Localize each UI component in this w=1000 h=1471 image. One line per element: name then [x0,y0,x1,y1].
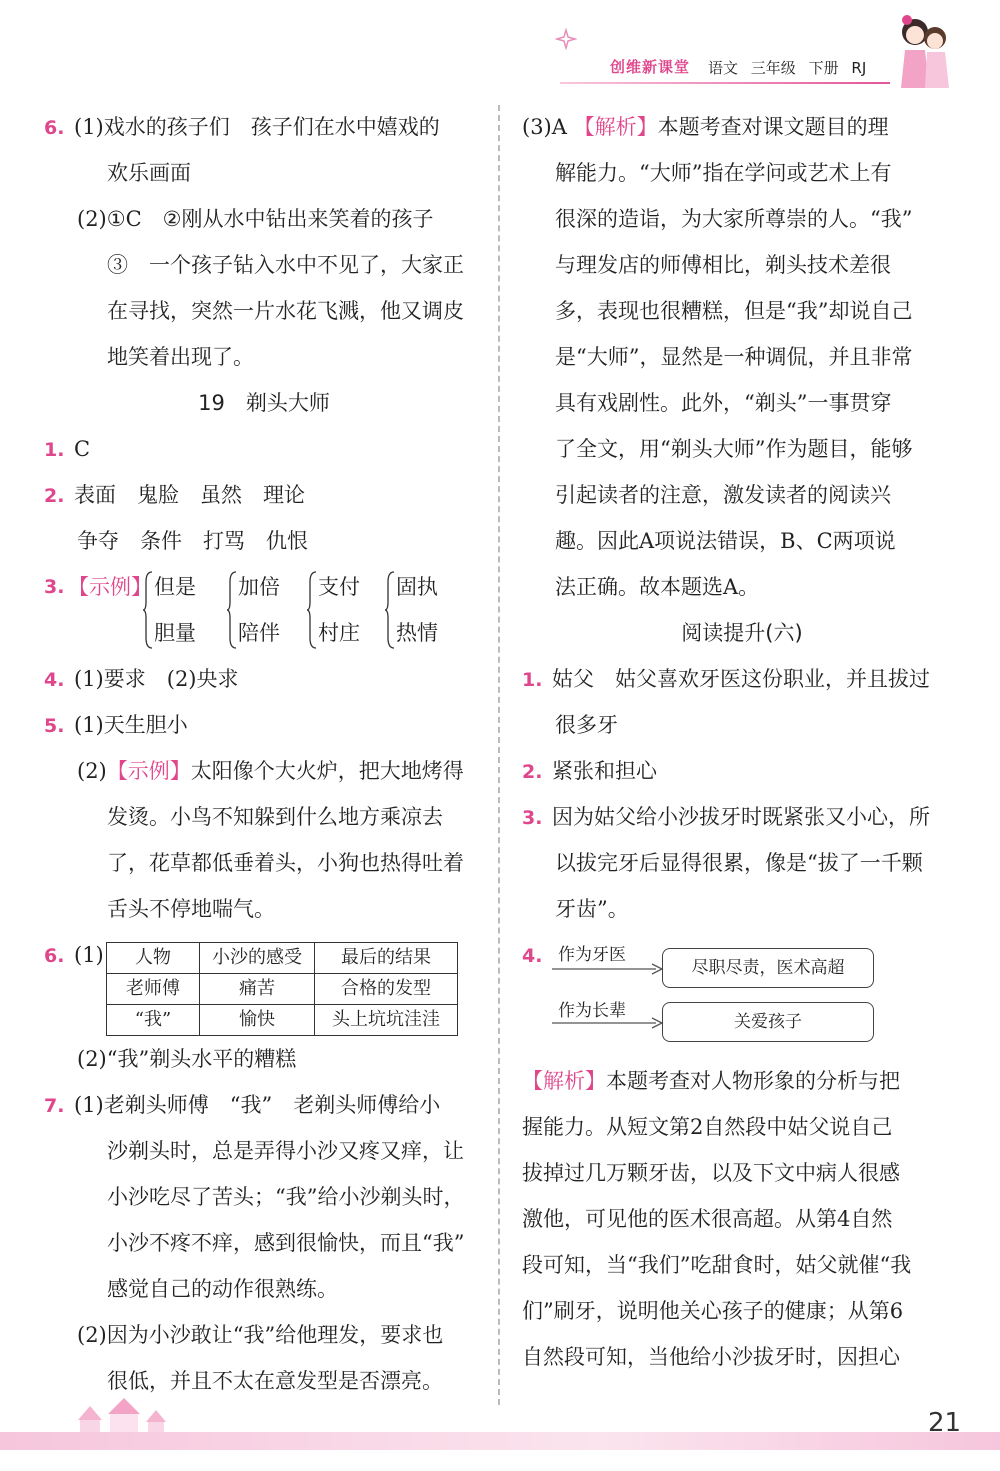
q7-line-4: 小沙不疼不痒，感到很愉快，而且“我” [107,1231,465,1255]
question-number: 6. [44,945,65,967]
q2-row-1: 2. 表面 鬼脸 虽然 理论 [44,472,484,518]
q6-line-2: (2)“我”剃头水平的糟糕 [77,1047,297,1071]
role-label-dentist: 作为牙医 [558,945,626,965]
section-title-19: 19 剃头大师 [198,391,330,415]
analysis-line-7: 自然段可知，当他给小沙拔牙时，因担心 [522,1345,900,1369]
q5-line-5: 舌头不停地喘气。 [107,897,275,921]
trait-box-2: 关爱孩子 [662,1002,874,1042]
q6-prev-line-3: (2)①C ②刚从水中钻出来笑着的孩子 [77,207,434,231]
analysis-line-1: 【解析】本题考查对人物形象的分析与把 [522,1069,900,1093]
subject: 语文 [708,59,739,77]
r-q3-line-8: 了全文，用“剃头大师”作为题目，能够 [555,437,913,461]
r-q3-line-10: 趣。因此A项说法错误，B、C两项说 [555,529,896,553]
question-number: 5. [44,715,65,737]
q5-line-4: 了，花草都低垂着头，小狗也热得吐着 [107,851,464,875]
q7-line-5: 感觉自己的动作很熟练。 [107,1277,338,1301]
brace-icon [142,570,154,650]
arrow-icon [552,962,664,976]
r-q3b-line-3: 牙齿”。 [555,897,629,921]
page-number: 21 [928,1408,962,1438]
brace-group-2: 加倍 陪伴 [226,564,306,656]
q6-table [106,942,458,1036]
q3-word-groups [44,564,484,656]
q6-prev-line-5: 在寻找，突然一片水花飞溅，他又调皮 [107,299,464,323]
q5-line-1: 5. (1)天生胆小 [44,702,484,748]
page-header [0,0,1000,100]
r-q3-line-2: 解能力。“大师”指在学问或艺术上有 [555,161,892,185]
brace-icon [384,570,396,650]
question-number: 3. [44,576,65,598]
question-number: 1. [522,669,543,691]
book-info [708,57,874,78]
analysis-line-2: 握能力。从短文第2自然段中姑父说自己 [522,1115,893,1139]
q7-line-6: (2)因为小沙敢让“我”给他理发，要求也 [77,1323,444,1347]
cartoon-girls-icon [893,10,953,92]
r-q3-line-11: 法正确。故本题选A。 [555,575,760,599]
q6-prev-line-2: 欢乐画面 [107,161,191,185]
left-column [44,104,484,1404]
grade: 三年级 [750,59,796,77]
right-column [522,104,962,1380]
example-tag: 【示例】 [106,759,191,783]
r-q3-line-1: (3)A 【解析】本题考查对课文题目的理 [522,115,889,139]
r-q3-line-7: 具有戏剧性。此外，“剃头”一事贯穿 [555,391,892,415]
analysis-line-6: 们”刷牙，说明他关心孩子的健康；从第6 [522,1299,904,1323]
q5-line-2: (2)【示例】太阳像个大火炉，把大地烤得 [77,759,464,783]
question-number: 4. [44,669,65,691]
r-q1-line-1: 1. 姑父 姑父喜欢牙医这份职业，并且拔过 [522,656,962,702]
question-number: 4. [522,945,543,967]
column-divider [498,105,500,1405]
analysis-line-3: 拔掉过几万颗牙齿，以及下文中病人很感 [522,1161,900,1185]
table-row: 人物 小沙的感受 最后的结果 [107,943,458,974]
analysis-tag: 【解析】 [573,115,658,139]
footer-band [0,1432,1000,1450]
brace-icon [226,570,238,650]
question-number: 1. [44,439,65,461]
q7-line-2: 沙剃头时，总是弄得小沙又疼又痒，让 [107,1139,464,1163]
sparkle-icon [555,28,577,50]
q4: 4. (1)要求 (2)央求 [44,656,484,702]
example-tag: 【示例】 [68,575,152,599]
brand-name: 创维新课堂 [610,58,691,76]
q7-line-7: 很低，并且不太在意发型是否漂亮。 [107,1369,443,1393]
trait-box-1: 尽职尽责，医术高超 [662,948,874,988]
r-q3-line-5: 多，表现也很糟糕，但是“我”却说自己 [555,299,913,323]
q7-line-1: 7. (1)老剃头师傅 “我” 老剃头师傅给小 [44,1082,484,1128]
section-title-reading: 阅读提升(六) [681,621,803,645]
r-q3b-line-2: 以拔完牙后显得很累，像是“拔了一千颗 [555,851,923,875]
brace-icon [306,570,318,650]
question-number: 2. [522,761,543,783]
question-number: 6. [44,117,65,139]
analysis-tag: 【解析】 [522,1069,606,1093]
q1: 1. C [44,426,484,472]
brace-group-1: 但是 胆量 [142,564,222,656]
brace-group-3: 支付 村庄 [306,564,386,656]
r-q3-line-9: 引起读者的注意，激发读者的阅读兴 [555,483,891,507]
q7-line-3: 小沙吃尽了苦头；“我”给小沙剃头时， [107,1185,465,1209]
r-q3-line-3: 很深的造诣，为大家所尊崇的人。“我” [555,207,913,231]
table-row: “我” 愉快 头上坑坑洼洼 [107,1005,458,1036]
r-q2: 2. 紧张和担心 [522,748,962,794]
q5-line-3: 发烫。小鸟不知躲到什么地方乘凉去 [107,805,443,829]
analysis-line-5: 段可知，当“我们”吃甜食时，姑父就催“我 [522,1253,912,1277]
edition: RJ [851,59,867,77]
r-q3-line-4: 与理发店的师傅相比，剃头技术差很 [555,253,891,277]
question-number: 3. [522,807,543,829]
brace-group-4: 固执 热情 [384,564,464,656]
question-number: 2. [44,485,65,507]
r-q1-line-2: 很多牙 [555,713,618,737]
role-label-elder: 作为长辈 [558,1001,626,1021]
r-q4-diagram [522,932,962,1058]
q2-row-2: 争夺 条件 打骂 仇恨 [77,529,308,553]
table-row: 老师傅 痛苦 合格的发型 [107,974,458,1005]
r-q3b-line-1: 3. 因为姑父给小沙拔牙时既紧张又小心，所 [522,794,962,840]
q6-prev-line-6: 地笑着出现了。 [107,345,254,369]
volume: 下册 [808,59,839,77]
q6-prev-line-4: ③ 一个孩子钻入水中不见了，大家正 [107,253,464,277]
r-q3-line-6: 是“大师”，显然是一种调侃，并且非常 [555,345,913,369]
q6-prev-line-1: 6. (1)戏水的孩子们 孩子们在水中嬉戏的 [44,104,484,150]
q6-line-1: 6. (1) 人物 小沙的感受 最后的结果 老师傅 痛苦 合格的发型 “我” 愉快 头上坑坑洼洼 [44,932,484,1036]
question-number: 7. [44,1095,65,1117]
arrow-icon [552,1016,664,1030]
analysis-line-4: 激他，可见他的医术很高超。从第4自然 [522,1207,893,1231]
header-rule [560,82,890,84]
